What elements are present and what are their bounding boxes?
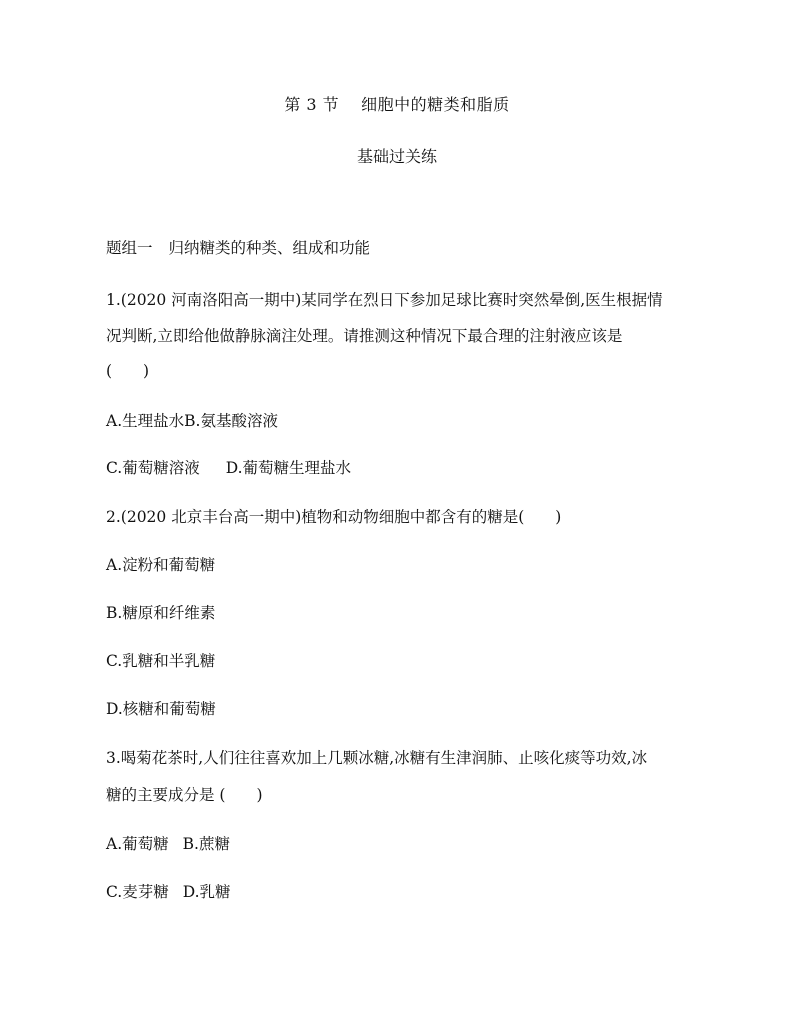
question-2-option-c: C.乳糖和半乳糖	[106, 652, 216, 670]
section-name: 细胞中的糖类和脂质	[361, 95, 510, 114]
group-label: 题组一	[106, 239, 153, 257]
group-heading	[106, 238, 696, 258]
question-1-stem-line-1: 1.(2020 河南洛阳高一期中)某同学在烈日下参加足球比赛时突然晕倒,医生根据情	[106, 291, 663, 309]
question-3-options-row-2	[106, 882, 696, 902]
question-2-option-a: A.淀粉和葡萄糖	[106, 556, 216, 574]
group-title: 归纳糖类的种类、组成和功能	[168, 239, 371, 257]
option-b: B.氨基酸溶液	[184, 412, 278, 430]
option-a: A.葡萄糖	[106, 835, 169, 853]
question-1-answer-bracket	[106, 361, 696, 381]
option-a: A.生理盐水	[106, 412, 185, 430]
section-number: 第 3 节	[284, 95, 340, 114]
question-1-options-row-1	[106, 411, 696, 431]
section-title	[0, 92, 794, 115]
question-3-options-row-1	[106, 834, 696, 854]
question-3-stem-line-2: 糖的主要成分是 ( )	[106, 786, 263, 804]
answer-bracket: ( )	[106, 362, 150, 380]
question-1-options-row-2	[106, 458, 696, 478]
option-d: D.乳糖	[182, 883, 231, 901]
question-2-option-b: B.糖原和纤维素	[106, 604, 216, 622]
question-3-stem-line-1: 3.喝菊花茶时,人们往往喜欢加上几颗冰糖,冰糖有生津润肺、止咳化痰等功效,冰	[106, 749, 648, 767]
option-c: C.麦芽糖	[106, 883, 169, 901]
question-1-stem-line-2: 况判断,立即给他做静脉滴注处理。请推测这种情况下最合理的注射液应该是	[106, 327, 623, 345]
page-subtitle: 基础过关练	[356, 147, 437, 166]
option-b: B.蔗糖	[182, 835, 230, 853]
question-2-option-d: D.核糖和葡萄糖	[106, 700, 216, 718]
option-c: C.葡萄糖溶液	[106, 459, 200, 477]
option-d: D.葡萄糖生理盐水	[225, 459, 352, 477]
question-2-stem: 2.(2020 北京丰台高一期中)植物和动物细胞中都含有的糖是( )	[106, 508, 562, 526]
